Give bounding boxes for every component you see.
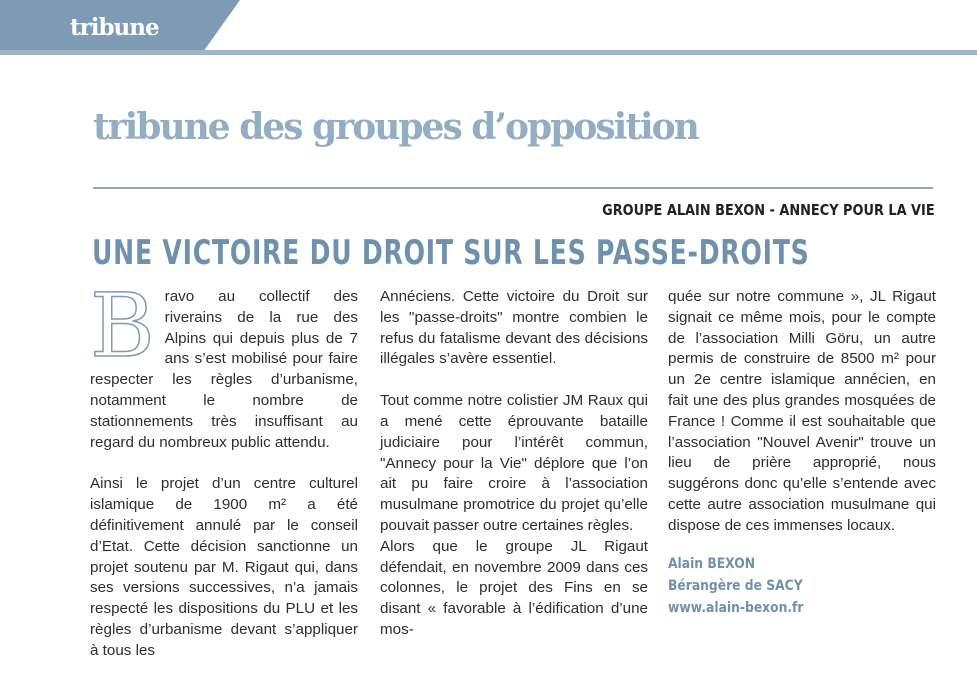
paragraph: Tout comme notre colistier JM Raux qui a mené cette éprouvante bataille judiciaire pour l’intérêt commun, "Annecy pour la Vie" déplore que l’on ait pu faire croire à l’association musulmane promotrice du projet qu’elle pouvait passer outre certaines règles. <box>380 392 648 534</box>
paragraph: Alors que le groupe JL Rigaut défendait, en novembre 2009 dans ces colonnes, le projet des Fins en se disant « favorable à l’édification d’une mos- <box>380 537 648 638</box>
article-headline: UNE VICTOIRE DU DROIT SUR LES PASSE-DROITS <box>92 233 810 273</box>
website-link[interactable]: www.alain-bexon.fr <box>668 600 804 616</box>
paragraph-text: ravo au collectif des riverains de la rue des Alpins qui depuis plus de 7 ans s’est mobilisé pour faire respecter les règles d’urbanisme, notamment le nombre de stationnements très insuffisant au regard du nombreux public attendu. <box>90 288 358 451</box>
signature-name: Bérangère de SACY <box>668 578 803 594</box>
paragraph <box>90 274 358 453</box>
paragraph: Ainsi le projet d’un centre culturel islamique de 1900 m² a été définitivement annulé par le conseil d’Etat. Cette décision sanctionne un projet soutenu par M. Rigaut qui, dans ses versions successives, n’a jamais respecté les dispositions du PLU et les règles d’urbanisme devant s’appliquer à tous les <box>90 475 358 659</box>
drop-cap: B <box>90 274 155 377</box>
paragraph: Annéciens. Cette victoire du Droit sur les "passe-droits" montre combien le refus du fatalisme devant des décisions illégales s’avère essentiel. <box>380 288 648 368</box>
signature-block <box>668 553 803 619</box>
signature-name: Alain BEXON <box>668 556 756 572</box>
tab-label: tribune <box>70 14 159 41</box>
top-border <box>0 50 977 55</box>
column-1 <box>90 274 358 662</box>
column-2 <box>380 287 648 641</box>
column-3 <box>668 287 936 537</box>
divider <box>93 187 933 189</box>
paragraph: quée sur notre commune », JL Rigaut signait ce même mois, pour le compte de l’association Milli Göru, un autre permis de construire de 8500 m² pour un 2e centre islamique annécien, en fait une des plus grandes mosquées de France ! Comme il est souhaitable que l’association "Nouvel Avenir" trouve un lieu de prière approprié, nous suggérons donc qu’elle s’entende avec cette autre association musulmane qui dispose de ces immenses locaux. <box>668 288 936 534</box>
group-name: GROUPE ALAIN BEXON - ANNECY POUR LA VIE <box>602 201 935 219</box>
section-title: tribune des groupes d’opposition <box>93 106 698 148</box>
